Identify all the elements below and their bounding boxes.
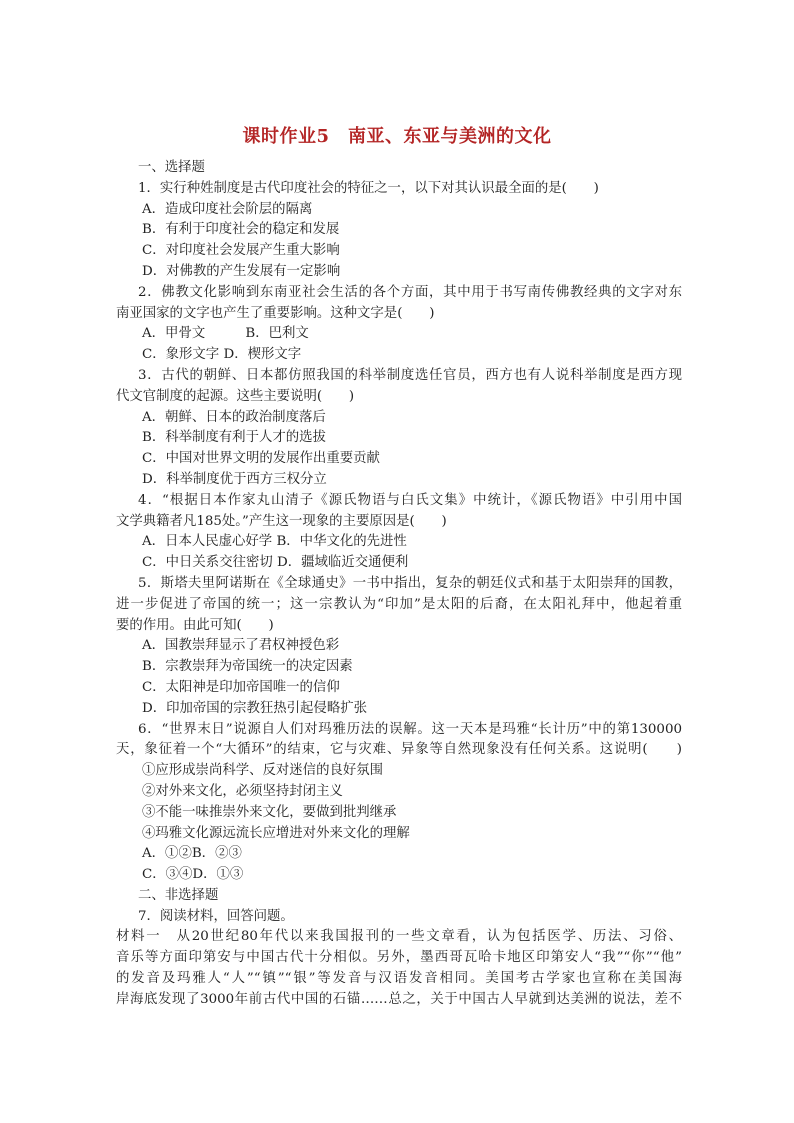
question-5-stem-cont: 进一步促进了帝国的统一；这一宗教认为“印加”是太阳的后裔，在太阳礼拜中，他起着重 — [116, 596, 682, 612]
question-6-statement-1: ①应形成崇尚科学、反对迷信的良好氛围 — [142, 763, 384, 779]
question-3-option-b: B．科举制度有利于人才的选拔 — [142, 430, 326, 446]
material-1-line-3: 的发音及玛雅人“人”“镇”“银”等发音与汉语发音相同。美国考古学家也宣称在美国海 — [116, 971, 682, 987]
question-4-stem-cont: 文学典籍者凡185处。”产生这一现象的主要原因是( ) — [116, 513, 447, 529]
material-1-line-1: 材料一 从20世纪80年代以来我国报刊的一些文章看，认为包括医学、历法、习俗、 — [116, 929, 682, 945]
material-1-line-4: 岸海底发现了3000年前古代中国的石锚……总之，关于中国古人早就到达美洲的说法，差不 — [116, 991, 682, 1007]
question-4-stem: 4．“根据日本作家丸山清子《源氏物语与白氏文集》中统计，《源氏物语》中引用中国 — [138, 492, 682, 508]
question-2-stem-cont: 南亚国家的文字也产生了重要影响。这种文字是( ) — [116, 305, 435, 321]
question-5-option-d: D．印加帝国的宗教狂热引起侵略扩张 — [142, 700, 367, 716]
question-1-option-b: B．有利于印度社会的稳定和发展 — [142, 222, 340, 238]
page-title: 课时作业5 南亚、东亚与美洲的文化 — [242, 126, 552, 147]
question-7-stem: 7．阅读材料，回答问题。 — [138, 908, 294, 924]
question-1-stem: 1．实行种姓制度是古代印度社会的特征之一，以下对其认识最全面的是( ) — [138, 180, 599, 196]
question-2-options-ab: A．甲骨文 B．巴利文 — [142, 326, 309, 342]
question-6-statement-4: ④玛雅文化源远流长应增进对外来文化的理解 — [142, 825, 410, 841]
question-6-stem: 6．“世界末日”说源自人们对玛雅历法的误解。这一天本是玛雅“长计历”中的第130000 — [138, 721, 682, 737]
question-5-option-b: B．宗教崇拜为帝国统一的决定因素 — [142, 659, 353, 675]
question-6-statement-2: ②对外来文化，必须坚持封闭主义 — [142, 783, 343, 799]
question-3-option-d: D．科举制度优于西方三权分立 — [142, 471, 327, 487]
material-1-line-2: 音乐等方面印第安与中国古代十分相似。另外，墨西哥瓦哈卡地区印第安人“我”“你”“他” — [116, 950, 682, 966]
document-body — [116, 158, 682, 1011]
question-4-options-cd: C．中日关系交往密切 D．疆域临近交通便利 — [142, 555, 409, 571]
question-1-option-d: D．对佛教的产生发展有一定影响 — [142, 263, 341, 279]
question-1-option-c: C．对印度社会发展产生重大影响 — [142, 243, 340, 259]
question-4-options-ab: A．日本人民虚心好学 B．中华文化的先进性 — [142, 534, 407, 550]
question-3-stem: 3．古代的朝鲜、日本都仿照我国的科举制度选任官员，西方也有人说科举制度是西方现 — [138, 367, 682, 383]
question-5-stem-end: 要的作用。由此可知( ) — [116, 617, 274, 633]
question-5-option-c: C．太阳神是印加帝国唯一的信仰 — [142, 679, 340, 695]
section-heading-2: 二、非选择题 — [138, 887, 219, 903]
question-3-option-a: A．朝鲜、日本的政治制度落后 — [142, 409, 326, 425]
question-5-option-a: A．国教崇拜显示了君权神授色彩 — [142, 638, 340, 654]
question-2-stem: 2．佛教文化影响到东南亚社会生活的各个方面，其中用于书写南传佛教经典的文字对东 — [138, 284, 682, 300]
section-heading: 一、选择题 — [138, 160, 205, 175]
question-6-statement-3: ③不能一味推崇外来文化，要做到批判继承 — [142, 804, 397, 820]
question-6-options-ab: A．①②B．②③ — [142, 846, 242, 862]
question-5-stem: 5．斯塔夫里阿诺斯在《全球通史》一书中指出，复杂的朝廷仪式和基于太阳崇拜的国教， — [138, 575, 682, 591]
question-3-stem-cont: 代文官制度的起源。这些主要说明( ) — [116, 388, 355, 404]
question-2-options-cd: C．象形文字 D．楔形文字 — [142, 347, 302, 363]
question-1-option-a: A．造成印度社会阶层的隔离 — [142, 201, 313, 217]
question-6-options-cd: C．③④D．①③ — [142, 867, 244, 883]
question-6-stem-cont: 天，象征着一个“大循环”的结束，它与灾难、异象等自然现象没有任何关系。这说明( ) — [116, 742, 682, 758]
question-3-option-c: C．中国对世界文明的发展作出重要贡献 — [142, 451, 380, 467]
